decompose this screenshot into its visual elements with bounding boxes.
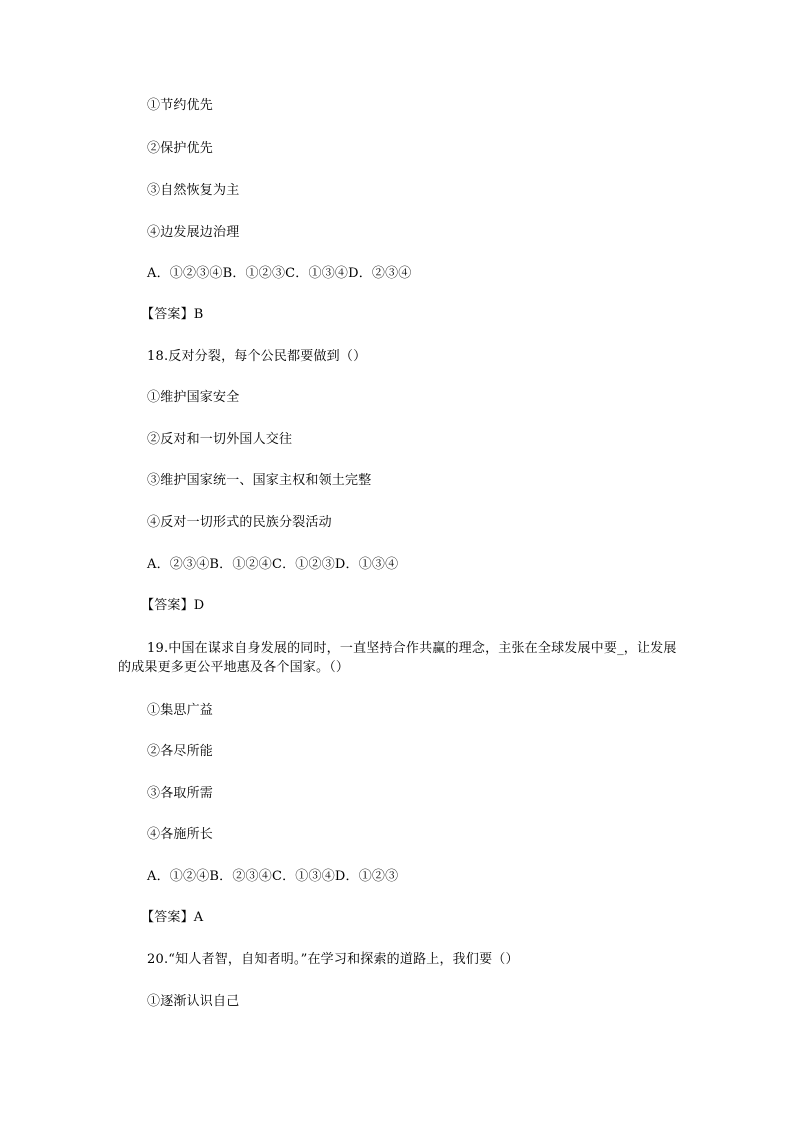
q20-question: 20.“知人者智，自知者明。”在学习和探索的道路上，我们要（）: [147, 952, 519, 967]
q19-option-2: ②各尽所能: [147, 744, 214, 759]
q18-question: 18.反对分裂，每个公民都要做到（）: [147, 349, 367, 364]
q18-option-2: ②反对和一切外国人交往: [147, 432, 293, 447]
q18-option-4: ④反对一切形式的民族分裂活动: [147, 515, 332, 530]
q18-answer: 【答案】D: [141, 598, 205, 613]
q17-option-3: ③自然恢复为主: [147, 183, 240, 198]
q18-option-1: ①维护国家安全: [147, 390, 240, 405]
q17-option-2: ②保护优先: [147, 141, 214, 156]
q18-option-3: ③维护国家统一、国家主权和领土完整: [147, 473, 372, 488]
q17-option-4: ④边发展边治理: [147, 225, 240, 240]
q19-question: 19.中国在谋求自身发展的同时，一直坚持合作共赢的理念，主张在全球发展中要_，让发展的成果更多更公平地惠及各个国家。（）: [118, 641, 677, 675]
q19-option-3: ③各取所需: [147, 786, 214, 801]
q17-answer: 【答案】B: [141, 307, 204, 322]
q19-option-1: ①集思广益: [147, 703, 214, 718]
q18-choices: A．②③④B．①②④C．①②③D．①③④: [147, 557, 399, 572]
q17-option-1: ①节约优先: [147, 98, 214, 113]
q19-answer: 【答案】A: [141, 910, 204, 925]
q19-choices: A．①②④B．②③④C．①③④D．①②③: [147, 869, 399, 884]
q17-choices: A．①②③④B．①②③C．①③④D．②③④: [147, 266, 412, 281]
q20-option-1: ①逐渐认识自己: [147, 994, 240, 1009]
q19-option-4: ④各施所长: [147, 827, 214, 842]
